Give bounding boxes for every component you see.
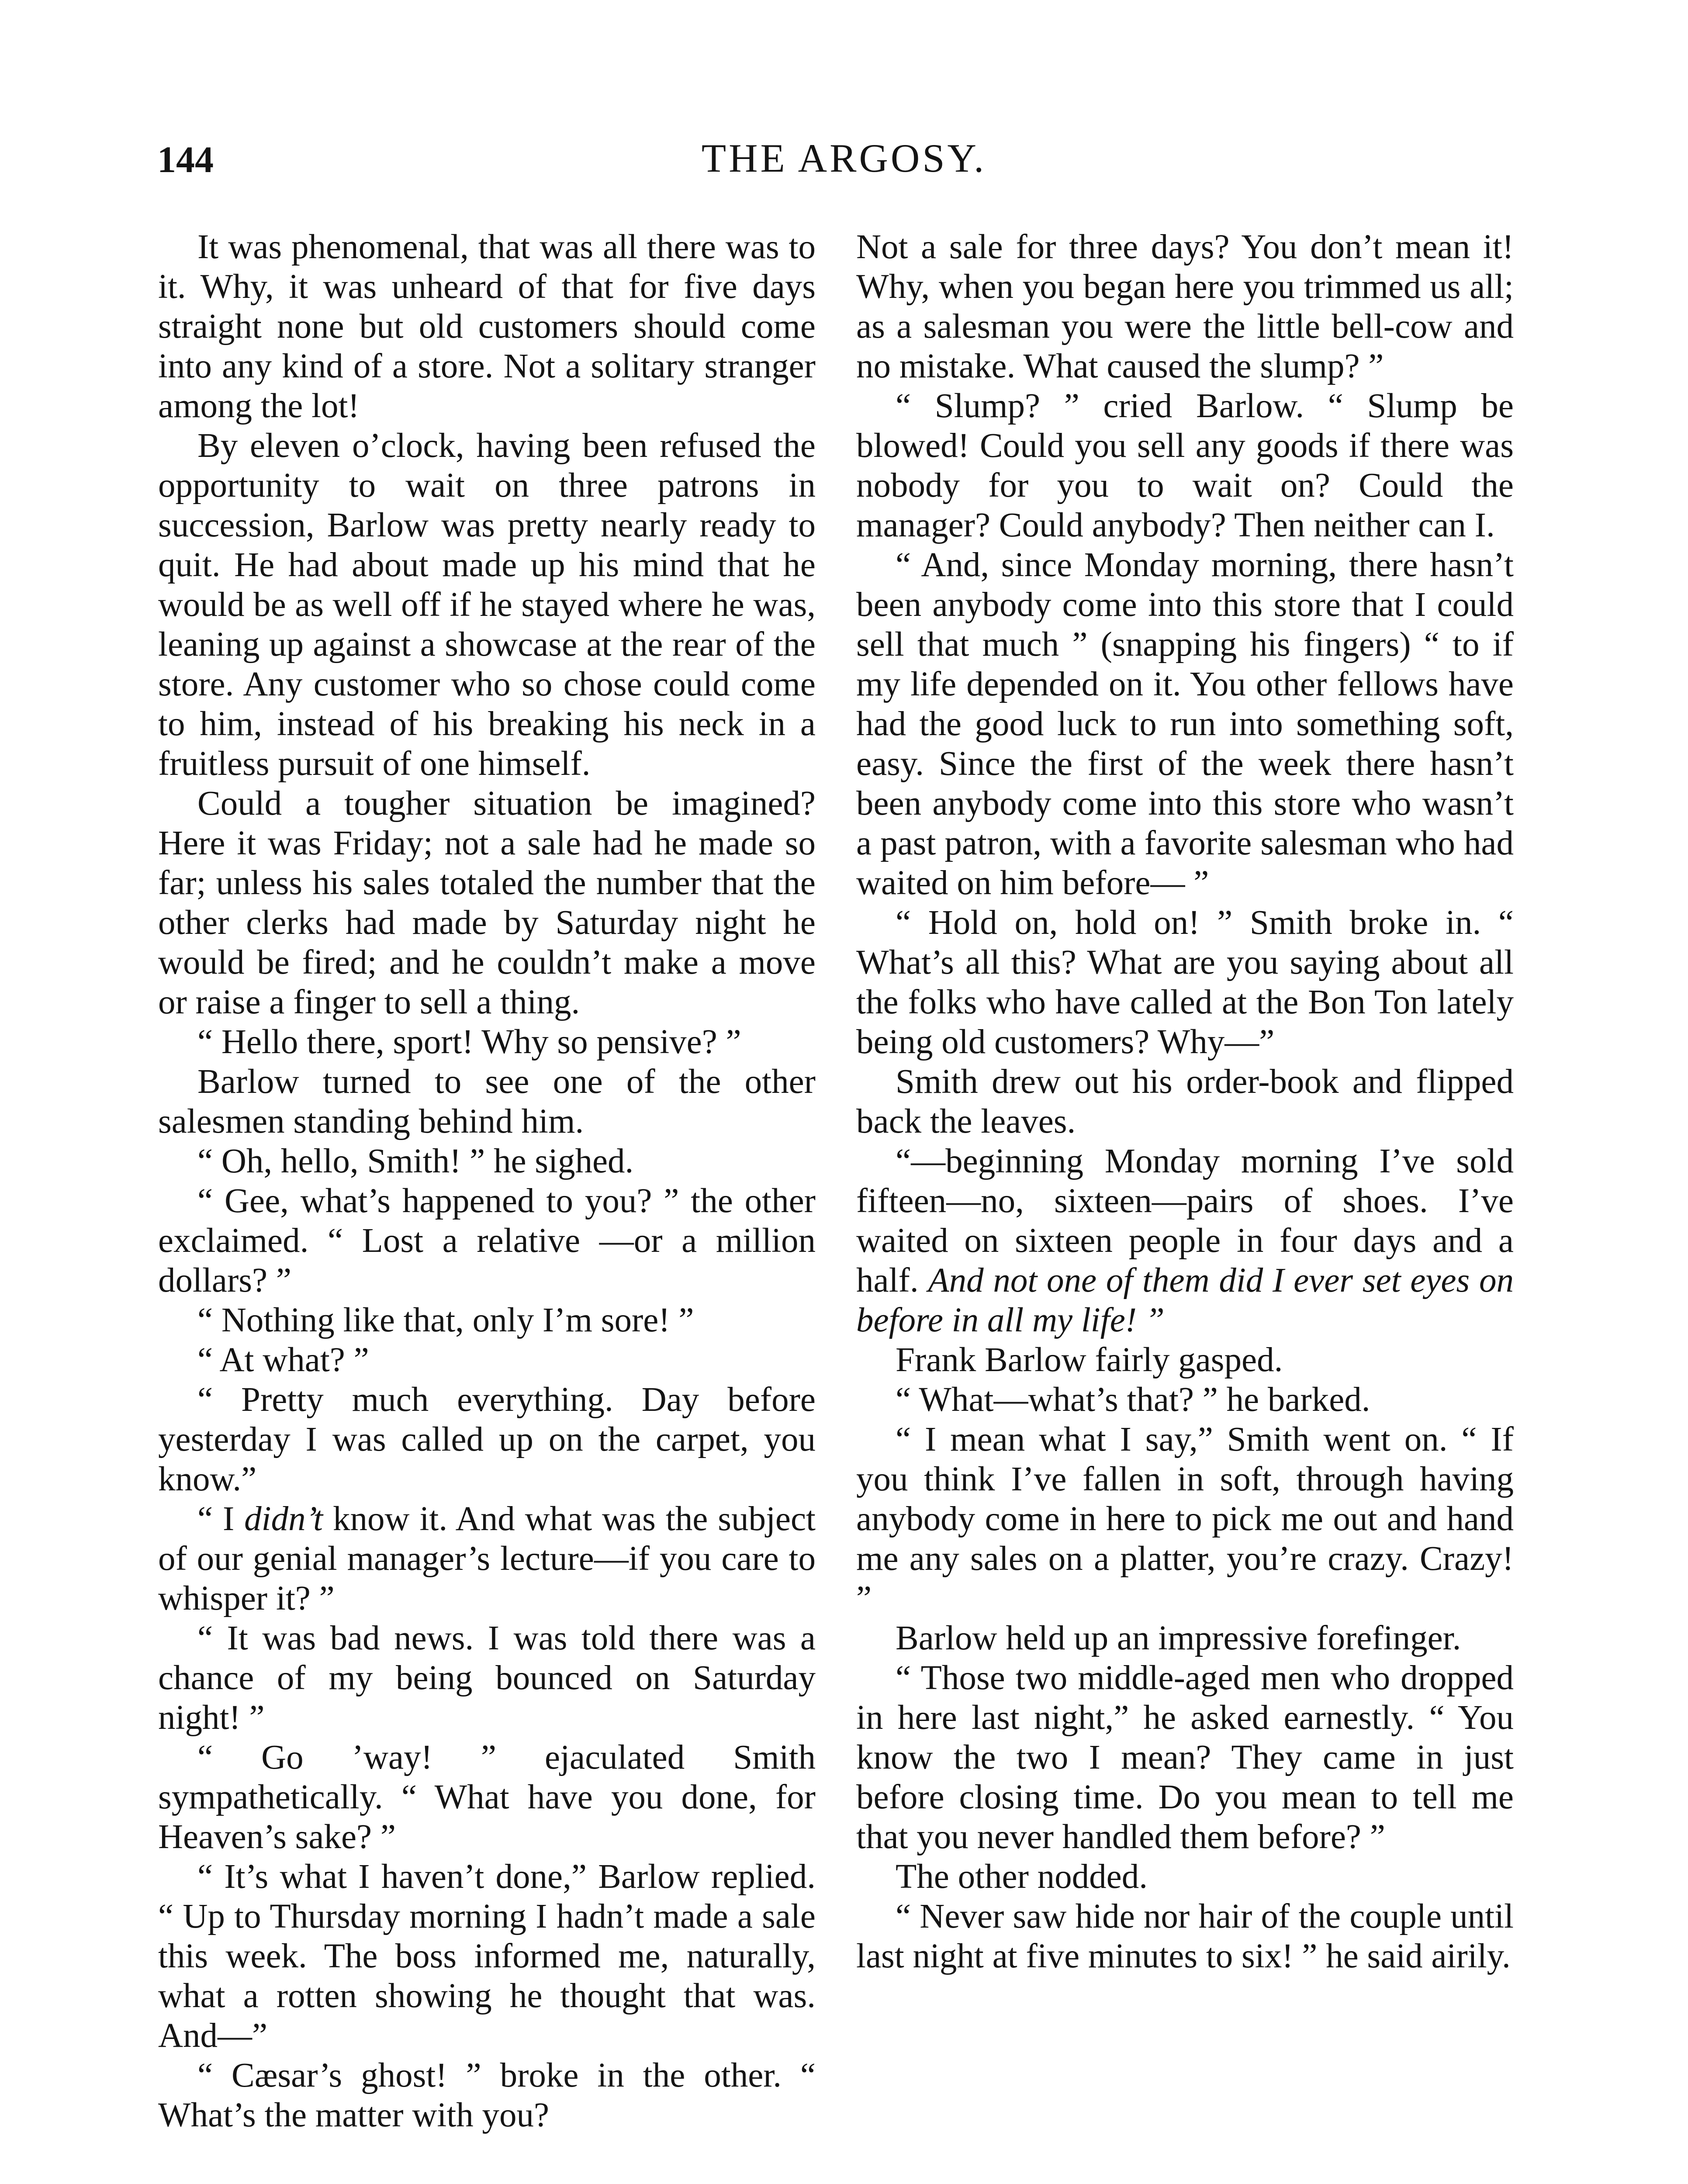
paragraph: “ I mean what I say,” Smith went on. “ If you think I’ve fallen in soft, through having anybody come in here to pick me out and hand me any sales on a platter, you’re crazy. Crazy! ” xyxy=(856,1420,1514,1617)
paragraph: “ Never saw hide nor hair of the couple until last night at five minutes to six! ” he said airily. xyxy=(856,1897,1514,1975)
paragraph: “ Gee, what’s happened to you? ” the other exclaimed. “ Lost a relative —or a million dollars? ” xyxy=(158,1182,816,1299)
paragraph: “ Go ’way! ” ejaculated Smith sympathetically. “ What have you done, for Heaven’s sake? ” xyxy=(158,1738,816,1856)
paragraph xyxy=(856,1141,1514,1340)
paragraph-text: know it. And what was the subject of our genial manager’s lecture—if you care to whisper it? ” xyxy=(158,1500,816,1617)
paragraph: Could a tougher situation be imagined? Here it was Friday; not a sale had he made so far; unless his sales totaled the number that the other clerks had made by Saturday night he would be fired; and he couldn’t make a move or raise a finger to sell a thing. xyxy=(158,784,816,1021)
paragraph: “ What—what’s that? ” he barked. xyxy=(896,1381,1370,1419)
paragraph-text: “ I xyxy=(197,1500,245,1538)
italic-text: didn’t xyxy=(244,1500,323,1538)
paragraph: The other nodded. xyxy=(896,1858,1148,1896)
paragraph: Not a sale for three days? You don’t mean it! Why, when you began here you trimmed us all; as a salesman you were the little bell-cow and no mistake. What caused the slump? ” xyxy=(856,228,1514,385)
left-column xyxy=(158,227,816,2135)
paragraph: “ Nothing like that, only I’m sore! ” xyxy=(197,1301,694,1339)
paragraph: “ Hello there, sport! Why so pensive? ” xyxy=(197,1023,741,1061)
paragraph: “ Hold on, hold on! ” Smith broke in. “ What’s all this? What are you saying about all the folks who have called at the Bon Ton lately being old customers? Why—” xyxy=(856,904,1514,1061)
paragraph: By eleven o’clock, having been refused the opportunity to wait on three patrons in succession, Barlow was pretty nearly ready to quit. He had about made up his mind that he would be as well off if he stayed where he was, leaning up against a showcase at the rear of the store. Any customer who so chose could come to him, instead of his breaking his neck in a fruitless pursuit of one himself. xyxy=(158,427,816,783)
paragraph: “ Cæsar’s ghost! ” broke in the other. “ What’s the matter with you? xyxy=(158,2056,816,2134)
paragraph: It was phenomenal, that was all there was to it. Why, it was unheard of that for five days straight none but old customers should come into any kind of a store. Not a solitary stranger among the lot! xyxy=(158,228,816,425)
italic-text: And not one of them did I ever set eyes on before in all my life! ” xyxy=(856,1261,1514,1339)
paragraph: Barlow turned to see one of the other salesmen standing behind him. xyxy=(158,1063,816,1140)
paragraph: “ At what? ” xyxy=(197,1341,369,1379)
paragraph xyxy=(158,1499,816,1618)
right-column xyxy=(856,227,1514,1976)
paragraph: “ Slump? ” cried Barlow. “ Slump be blowed! Could you sell any goods if there was nobody for you to wait on? Could the manager? Could anybody? Then neither can I. xyxy=(856,387,1514,544)
paragraph: Barlow held up an impressive forefinger. xyxy=(896,1619,1461,1657)
paragraph: “ And, since Monday morning, there hasn’t been anybody come into this store that I could sell that much ” (snapping his fingers) “ to if my life depended on it. You other fellows have had the good luck to run into something soft, easy. Since the first of the week there hasn’t been anybody come into this store who wasn’t a past patron, with a favorite salesman who had waited on him before— ” xyxy=(856,546,1514,902)
paragraph: Smith drew out his order-book and flipped back the leaves. xyxy=(856,1063,1514,1140)
paragraph: “ Pretty much everything. Day before yesterday I was called up on the carpet, you know.” xyxy=(158,1381,816,1498)
paragraph: “ Oh, hello, Smith! ” he sighed. xyxy=(197,1142,634,1180)
paragraph: “ Those two middle-aged men who dropped in here last night,” he asked earnestly. “ You know the two I mean? They came in just before closing time. Do you mean to tell me that you never handled them before? ” xyxy=(856,1659,1514,1856)
page-number: 144 xyxy=(157,138,214,180)
paragraph: Frank Barlow fairly gasped. xyxy=(896,1341,1283,1379)
paragraph: “ It was bad news. I was told there was a chance of my being bounced on Saturday night! ” xyxy=(158,1619,816,1737)
paragraph: “ It’s what I haven’t done,” Barlow replied. “ Up to Thursday morning I hadn’t made a sale this week. The boss informed me, naturally, what a rotten showing he thought that was. And—” xyxy=(158,1858,816,2055)
running-head-title: THE ARGOSY. xyxy=(701,136,987,180)
paragraph-text: “—beginning Monday morning I’ve sold fifteen—no, sixteen—pairs of shoes. I’ve waited on sixteen people in four days and a half. xyxy=(856,1142,1514,1299)
